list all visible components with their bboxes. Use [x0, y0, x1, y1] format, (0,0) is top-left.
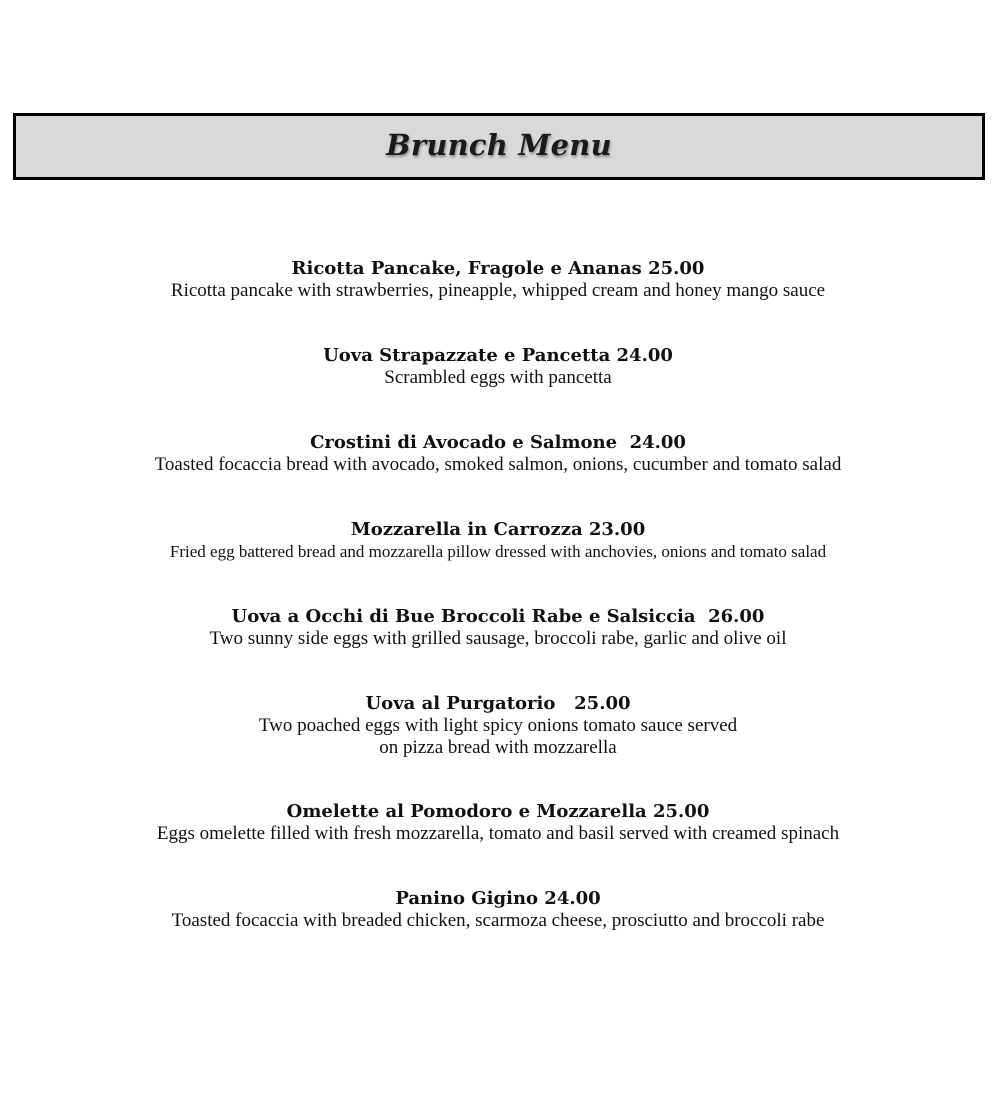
- menu-item-name: Uova a Occhi di Bue Broccoli Rabe e Salsiccia 26.00: [231, 606, 765, 627]
- menu-item-panino-gigino: [100, 888, 896, 932]
- menu-item-uova-strapazzate: [100, 345, 896, 389]
- menu-item-description: Toasted focaccia with breaded chicken, scarmoza cheese, prosciutto and broccoli rabe: [171, 910, 825, 931]
- page-title: Brunch Menu: [386, 127, 612, 162]
- menu-item-description: Fried egg battered bread and mozzarella pillow dressed with anchovies, onions and tomato salad: [169, 542, 827, 561]
- menu-item-omelette: [100, 801, 896, 845]
- menu-item-name: Mozzarella in Carrozza 23.00: [350, 519, 646, 540]
- title-banner: [13, 113, 985, 180]
- menu-item-description-line-2: on pizza bread with mozzarella: [379, 737, 617, 758]
- menu-item-name: Ricotta Pancake, Fragole e Ananas 25.00: [291, 258, 705, 279]
- menu-item-description: Scrambled eggs with pancetta: [384, 367, 612, 388]
- menu-item-crostini-avocado: [100, 432, 896, 476]
- menu-item-name: Panino Gigino 24.00: [395, 888, 601, 909]
- menu-item-description: Toasted focaccia bread with avocado, smoked salmon, onions, cucumber and tomato salad: [154, 454, 842, 475]
- menu-item-description: Ricotta pancake with strawberries, pineapple, whipped cream and honey mango sauce: [170, 280, 826, 301]
- menu-item-ricotta-pancake: [100, 258, 896, 302]
- menu-item-name: Uova Strapazzate e Pancetta 24.00: [323, 345, 673, 366]
- menu-item-description-line-1: Two poached eggs with light spicy onions tomato sauce served: [258, 715, 738, 736]
- menu-item-name: Crostini di Avocado e Salmone 24.00: [310, 432, 686, 453]
- menu-item-description: Two sunny side eggs with grilled sausage, broccoli rabe, garlic and olive oil: [209, 628, 787, 649]
- menu-item-mozzarella-carrozza: [100, 519, 896, 563]
- menu-item-uova-purgatorio: [100, 693, 896, 759]
- menu-item-name: Omelette al Pomodoro e Mozzarella 25.00: [286, 801, 710, 822]
- menu-item-description: Eggs omelette filled with fresh mozzarella, tomato and basil served with creamed spinach: [156, 823, 840, 844]
- menu-item-uova-occhi-di-bue: [100, 606, 896, 650]
- menu-item-name: Uova al Purgatorio 25.00: [365, 693, 631, 714]
